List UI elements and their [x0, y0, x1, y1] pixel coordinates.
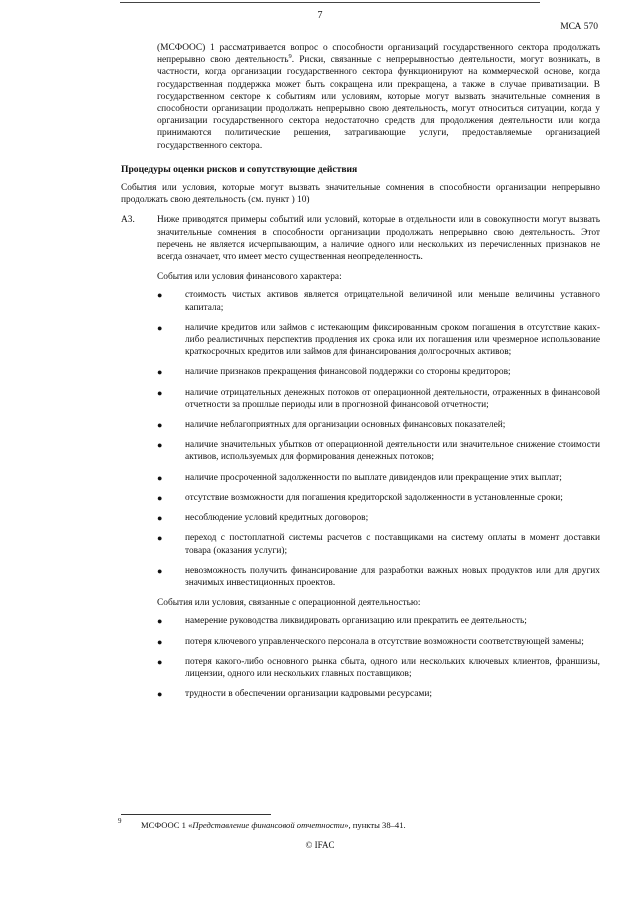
footnote-suffix: », пункты 38–41. [344, 820, 406, 830]
bullet-icon: ● [157, 420, 163, 431]
footnote-title: Представление финансовой отчетности [192, 820, 345, 830]
section-heading: Процедуры оценки рисков и сопутствующие действия [121, 163, 358, 175]
bullet-icon: ● [157, 533, 163, 544]
list-item [121, 439, 600, 463]
list-item [121, 688, 600, 700]
paragraph-label: A3. [121, 215, 135, 226]
list-item [121, 387, 600, 411]
bullet-icon: ● [157, 472, 163, 483]
document-code: МСА 570 [560, 22, 598, 32]
list-item-text: отсутствие возможности для погашения кредиторской задолженности в установленные сроки; [185, 492, 563, 503]
list-item [121, 472, 600, 484]
list-item [121, 366, 600, 378]
list-item [121, 565, 600, 589]
bullet-icon: ● [157, 616, 163, 627]
list-item-text: наличие признаков прекращения финансовой поддержки со стороны кредиторов; [185, 367, 511, 378]
list-item-text: потеря ключевого управленческого персонала в отсутствие возможности соответствующей замены; [185, 636, 584, 647]
bullet-icon: ● [157, 387, 163, 398]
list-item-text: стоимость чистых активов является отрицательной величиной или меньше величины уставного капитала; [185, 290, 600, 313]
footnote-prefix: МСФООС 1 « [141, 820, 193, 830]
list-item [121, 322, 600, 359]
financial-conditions-list [121, 289, 600, 589]
list-item-text: наличие значительных убытков от операционной деятельности или значительное снижение стоимости активов, используемых для формирования денежных потоков; [185, 440, 600, 463]
financial-conditions-title: События или условия финансового характера: [157, 272, 342, 283]
list-item-text: наличие отрицательных денежных потоков от операционной деятельности, отраженных в финансовой отчетности за прошлые периоды или в прогнозной финансовой отчетности; [185, 387, 600, 410]
bullet-icon: ● [157, 440, 163, 451]
copyright: © IFAC [305, 840, 335, 850]
list-item [121, 656, 600, 680]
list-item [121, 512, 600, 524]
bullet-icon: ● [157, 689, 163, 700]
list-item-text: трудности в обеспечении организации кадровыми ресурсами; [185, 689, 432, 700]
bullet-icon: ● [157, 513, 163, 524]
list-item [121, 636, 600, 648]
subsection-heading: События или условия, которые могут вызвать значительные сомнения в способности организации непрерывно продолжать свою деятельность (см. пункт ) 10) [121, 183, 600, 206]
list-item [121, 532, 600, 556]
list-item-text: наличие неблагоприятных для организации основных финансовых показателей; [185, 420, 506, 431]
bullet-icon: ● [157, 367, 163, 378]
bullet-icon: ● [157, 290, 163, 301]
intro-text-start: (МСФООС) 1 рассматривается вопрос о способности организаций государственного сектора продолжать непрерывно свою деятельность [157, 43, 600, 66]
intro-paragraph [121, 42, 600, 152]
paragraph-a3-text: Ниже приводятся примеры событий или условий, которые в отдельности или в совокупности могут вызвать значительные сомнения в способности организации продолжать непрерывно свою деятельность. Этот перечень не является исчерпывающим, а наличие одного или нескольких из перечисленных признаков не всегда означает, что имеет место существенная неопределенность. [157, 215, 600, 263]
list-item [121, 615, 600, 627]
list-item-text: несоблюдение условий кредитных договоров; [185, 513, 369, 524]
footnote-number: 9 [118, 817, 122, 825]
page-number: 7 [317, 10, 323, 21]
operational-conditions-list [121, 615, 600, 700]
list-item-text: переход с постоплатной системы расчетов с поставщиками на систему оплаты в момент доставки товара (оказания услуги); [185, 533, 600, 556]
list-item-text: невозможность получить финансирование для разработки важных новых продуктов или для других значимых инвестиционных проектов. [185, 565, 600, 588]
list-item-text: намерение руководства ликвидировать организацию или прекратить ее деятельность; [185, 616, 527, 627]
bullet-icon: ● [157, 322, 163, 333]
list-item [121, 419, 600, 431]
bullet-icon: ● [157, 636, 163, 647]
list-item [121, 289, 600, 313]
top-rule [120, 2, 540, 3]
footnote-reference[interactable]: 9 [288, 53, 292, 61]
list-item-text: потеря какого-либо основного рынка сбыта, одного или нескольких ключевых клиентов, франшизы, лицензии, одного или нескольких главных поставщиков; [185, 656, 600, 679]
operational-conditions-title: События или условия, связанные с операционной деятельностью: [157, 598, 421, 609]
main-content [121, 42, 600, 708]
list-item-text: наличие кредитов или займов с истекающим фиксированным сроком погашения в отсутствие каких-либо реалистичных перспектив продления их срока или их погашения или чрезмерное использование краткосрочных кредитов или займов для финансирования долгосрочных активов; [185, 322, 600, 358]
footnote-text [121, 820, 406, 830]
list-item-text: наличие просроченной задолженности по выплате дивидендов или прекращение этих выплат; [185, 472, 562, 483]
list-item [121, 492, 600, 504]
bullet-icon: ● [157, 492, 163, 503]
bullet-icon: ● [157, 656, 163, 667]
bullet-icon: ● [157, 565, 163, 576]
footnote [118, 817, 591, 830]
paragraph-a3 [121, 214, 600, 263]
intro-text-end: . Риски, связанные с непрерывностью деятельности, могут возникать, в частности, когда организации государственного сектора функционируют на коммерческой основе, когда государственная поддержка может быть сокращена или прекращена, а также в случае приватизации. В государственном секторе к событиям или условиям, которые могут вызвать значительные сомнения в способности организации продолжать непрерывно свою деятельность, могут относиться ситуации, когда у организации государственного сектора недостаточно средств для продолжения деятельности или когда принимаются политические решения, затрагивающие услуги, предоставляемые организацией государственного сектора. [157, 55, 600, 151]
footnote-rule [121, 814, 271, 815]
